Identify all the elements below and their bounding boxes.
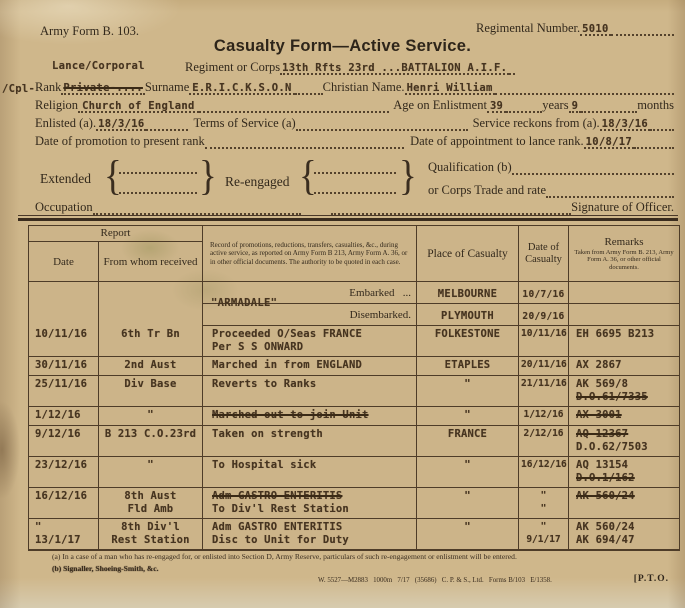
cell-line: Disc to Unit for Duty (212, 533, 349, 546)
christian-name-value: Henri William (406, 82, 493, 94)
regiment-label: Regiment or Corps (185, 60, 281, 74)
years-label: years (542, 98, 569, 112)
promotion-label: Date of promotion to present rank (35, 134, 205, 148)
dotted-leader (634, 136, 674, 149)
surname-label: Surname (144, 80, 190, 94)
service-reckons-label: Service reckons from (a). (472, 116, 600, 130)
cell-record (203, 488, 417, 519)
cell-cas (519, 457, 569, 488)
dotted-leader (650, 118, 674, 131)
rank-label: Rank (35, 80, 62, 94)
dotted-leader (199, 100, 390, 113)
cell-rem (569, 519, 679, 549)
cell-line: EH 6695 B213 (576, 328, 655, 340)
signature-label: Signature of Officer. (571, 200, 674, 214)
cell-line: 16/12/16 (35, 490, 88, 502)
table-row (29, 376, 679, 407)
dotted-leader (295, 82, 323, 95)
dotted-leader (581, 100, 637, 113)
religion-age-line (35, 98, 674, 113)
printer-imprint: W. 5527—M2883 1000m 7/17 (35686) C. P. & S., Ltd. Forms B/103 E/1358. (318, 577, 552, 584)
disembarked-place: PLYMOUTH (441, 310, 494, 322)
extended-label: Extended (40, 171, 91, 186)
disembarked-label: Disembarked. (349, 309, 411, 321)
cell-line: 2nd Aust (124, 359, 177, 371)
section-divider-rule (18, 215, 678, 221)
cell-line: Per S S ONWARD (212, 340, 304, 353)
cell-line: " (540, 502, 547, 514)
cell-remarks (569, 304, 679, 326)
footnote-b: (b) Signaller, Shoeing-Smith, &c. (52, 564, 159, 573)
cell-line: D.O.1/162 (576, 471, 635, 484)
casualty-table (28, 225, 680, 551)
cell-line: AX 3001 (576, 409, 622, 421)
regiment-line (185, 60, 515, 75)
appointment-value: 10/8/17 (585, 136, 632, 148)
cell-line: 1/12/16 (35, 409, 81, 421)
table-body (29, 326, 679, 549)
cell-record (203, 376, 417, 407)
cell-record (203, 326, 417, 357)
rank-struck-value: Private-.... (63, 82, 143, 94)
appointment-label: Date of appointment to lance rank. (410, 134, 584, 148)
left-brace: { (299, 152, 317, 200)
cell-line: B 213 C.O.23rd (104, 428, 197, 440)
cell-line: " (464, 490, 471, 502)
cell-record (203, 282, 417, 309)
remarks-subtitle: Taken from Army Form B. 213, Army Form A. 36, or other official documents. (574, 248, 674, 271)
record-header: Record of promotions, reductions, transfers, casualties, &c., during active service, as reported on Army Form B 213, Army Form A. 36, or in other official documents. The authority to be quoted in each case. (203, 226, 417, 281)
cell-place (417, 304, 519, 326)
cell-line: 10/11/16 (521, 328, 567, 339)
cell-date (29, 357, 99, 376)
cell-line: Div Base (124, 378, 177, 390)
cell-date (29, 326, 99, 357)
cell-line: Marched out to join Unit (212, 409, 369, 421)
remarks-header (569, 226, 679, 281)
cell-from (99, 488, 203, 519)
cell-from (99, 407, 203, 426)
cell-line: 25/11/16 (35, 378, 88, 390)
date-of-casualty-header: Date of Casualty (519, 226, 569, 281)
table-row (29, 488, 679, 519)
rank-surname-line (35, 80, 674, 95)
months-label: months (637, 98, 674, 112)
religion-value: Church of England (78, 100, 199, 113)
dotted-leader (611, 23, 674, 36)
embarked-place: MELBOURNE (437, 288, 498, 300)
corps-trade-line (428, 183, 674, 198)
cell-line: 8th Aust (124, 490, 177, 502)
cell-rem (569, 326, 679, 357)
dotted-leader (314, 172, 396, 174)
enlisted-value: 18/3/16 (98, 118, 145, 130)
rank-typed-annotation: Lance/Corporal (52, 60, 145, 72)
regimental-number-value: 5010 (582, 23, 609, 35)
cell-line: Taken on strength (212, 428, 323, 440)
cell-casualty-date (519, 282, 569, 304)
cell-record (203, 407, 417, 426)
cell-line: " (540, 490, 547, 501)
from-whom-header: From whom received (103, 255, 198, 268)
cell-record (203, 519, 417, 549)
cell-line: 9/12/16 (35, 428, 81, 440)
date-header: Date (29, 242, 99, 281)
cell-line: To Hospital sick (212, 459, 317, 471)
dotted-leader (146, 118, 188, 131)
cell-line: AK 560/24 (576, 490, 635, 502)
cell-cas (519, 488, 569, 519)
report-header: Report (29, 226, 202, 242)
cell-rem (569, 357, 679, 376)
dotted-leader (296, 118, 468, 131)
surname-value: E.R.I.C.K.S.O.N (189, 82, 294, 95)
cell-cas (519, 326, 569, 357)
cell-line: " (464, 459, 471, 471)
cell-line: " (464, 521, 471, 533)
cell-line: D.O.62/7503 (576, 440, 648, 453)
cell-place (417, 376, 519, 407)
reengaged-label: Re-engaged (225, 174, 290, 189)
cell-cas (519, 426, 569, 457)
cell-cas (519, 519, 569, 549)
cell-from (99, 426, 203, 457)
cell-rem (569, 426, 679, 457)
cell-from (99, 519, 203, 549)
cell-date (29, 407, 99, 426)
cell-date (29, 519, 99, 549)
cell-line: " (147, 459, 154, 471)
cell-line: 9/1/17 (526, 533, 561, 545)
cell-rem (569, 376, 679, 407)
cell-line: AK 569/8 (576, 378, 629, 390)
regimental-number-label: Regimental Number. (476, 21, 581, 35)
cell-place (417, 519, 519, 549)
religion-label: Religion (35, 98, 79, 112)
cell-record (203, 457, 417, 488)
embarked-date: 10/7/16 (522, 289, 565, 300)
cell-place (417, 407, 519, 426)
cell-remarks (569, 282, 679, 304)
place-of-casualty-header: Place of Casualty (417, 226, 519, 281)
occupation-label: Occupation (35, 200, 93, 214)
embarkation-block (29, 282, 679, 326)
cell-line: AK 694/47 (576, 533, 635, 546)
dotted-leader (509, 62, 515, 75)
regimental-number-line (476, 21, 674, 36)
table-row (29, 519, 679, 549)
cell-place (417, 457, 519, 488)
age-months-value: 9 (569, 100, 582, 113)
table-row (29, 326, 679, 357)
report-header-group (29, 226, 203, 281)
ship-name: "ARMADALE" (211, 297, 278, 309)
occupation-line (35, 200, 674, 215)
cell-from (99, 282, 203, 326)
age-years-value: 39 (487, 100, 506, 113)
cell-line: Adm GASTRO ENTERITIS (212, 521, 343, 533)
cell-cas (519, 357, 569, 376)
table-row (29, 457, 679, 488)
cell-line: 2/12/16 (523, 428, 564, 439)
footnote-a: (a) In a case of a man who has re-engaged for, or enlisted into Section D, Army Reserve, particulars of such re-engagement or enlistment will be entered. (52, 552, 517, 561)
cell-date (29, 376, 99, 407)
corps-trade-label: or Corps Trade and rate (428, 183, 547, 197)
embarked-label: Embarked ... (349, 287, 411, 299)
cell-place (417, 426, 519, 457)
cell-cas (519, 376, 569, 407)
cell-line: AK 560/24 (576, 521, 635, 533)
table-header (29, 226, 679, 282)
enlisted-line (35, 116, 674, 131)
cell-line: Reverts to Ranks (212, 378, 317, 390)
cell-casualty-date (519, 304, 569, 326)
cell-line: AX 2867 (576, 359, 622, 371)
service-reckons-value: 18/3/16 (601, 118, 648, 130)
cell-line: Marched in from ENGLAND (212, 359, 362, 371)
cell-place (417, 357, 519, 376)
cell-record (203, 304, 417, 326)
cell-date (29, 457, 99, 488)
cell-line: Rest Station (111, 533, 190, 546)
cell-line: Proceeded O/Seas FRANCE (212, 328, 362, 340)
enlisted-label: Enlisted (a). (35, 116, 97, 130)
cell-line: AQ 13154 (576, 459, 629, 471)
cell-line: Fld Amb (127, 502, 174, 515)
cell-place (417, 282, 519, 304)
christian-name-label: Christian Name. (322, 80, 405, 94)
cell-cas (519, 407, 569, 426)
cell-line: Adm GASTRO ENTERITIS (212, 490, 343, 502)
dotted-leader (506, 100, 542, 113)
table-row (29, 426, 679, 457)
dotted-leader (331, 202, 571, 215)
cell-place (417, 326, 519, 357)
cell-record (203, 357, 417, 376)
cell-record (203, 426, 417, 457)
table-row (29, 407, 679, 426)
regiment-value: 13th Rfts 23rd ...BATTALION A.I.F. (282, 62, 508, 74)
age-label: Age on Enlistment (393, 98, 487, 112)
qualification-line (428, 160, 674, 175)
cell-line: 21/11/16 (521, 378, 567, 389)
terms-label: Terms of Service (a) (193, 116, 296, 130)
cell-line: 20/11/16 (521, 359, 567, 370)
pto-label: [P.T.O. (633, 574, 669, 584)
promotion-line (35, 134, 674, 149)
cell-line: D.O.61/7335 (576, 390, 648, 403)
cell-line: AQ 12367 (576, 428, 629, 440)
cell-from (99, 326, 203, 357)
cell-line: " (464, 378, 471, 390)
cell-line: 1/12/16 (523, 409, 564, 420)
dotted-leader (93, 202, 302, 215)
cell-line: " (147, 409, 154, 421)
cell-line: 6th Tr Bn (121, 328, 180, 340)
cell-from (99, 357, 203, 376)
cell-line: " (35, 521, 42, 533)
cell-line: 8th Div'l (121, 521, 180, 533)
dotted-leader (495, 82, 674, 95)
cell-from (99, 457, 203, 488)
dotted-leader (512, 162, 674, 175)
cell-rem (569, 407, 679, 426)
dotted-leader (205, 136, 404, 149)
left-brace: { (104, 152, 122, 200)
qualification-label: Qualification (b) (428, 160, 512, 174)
cell-line: " (464, 409, 471, 421)
cell-rem (569, 457, 679, 488)
remarks-title: Remarks (604, 235, 644, 248)
right-brace: } (399, 152, 417, 200)
cell-date (29, 282, 99, 326)
dotted-leader (119, 192, 197, 194)
cell-line: 13/1/17 (35, 533, 81, 546)
cell-date (29, 488, 99, 519)
margin-note: /Cpl- (2, 83, 36, 95)
cell-rem (569, 488, 679, 519)
cell-line: To Div'l Rest Station (212, 502, 349, 515)
right-brace: } (199, 152, 217, 200)
cell-line: 30/11/16 (35, 359, 88, 371)
cell-line: " (540, 521, 547, 532)
cell-date (29, 426, 99, 457)
dotted-leader (119, 172, 197, 174)
cell-line: FOLKESTONE (434, 328, 501, 340)
cell-line: 23/12/16 (35, 459, 88, 471)
cell-line: 10/11/16 (35, 328, 88, 340)
cell-place (417, 488, 519, 519)
disembarked-date: 20/9/16 (522, 311, 565, 322)
cell-line: ETAPLES (444, 359, 491, 371)
form-number: Army Form B. 103. (40, 24, 139, 38)
table-row (29, 357, 679, 376)
cell-line: 16/12/16 (521, 459, 567, 470)
page-title: Casualty Form—Active Service. (213, 37, 472, 55)
dotted-leader (314, 192, 396, 194)
cell-line: FRANCE (447, 428, 488, 440)
dotted-leader (546, 185, 674, 198)
cell-from (99, 376, 203, 407)
